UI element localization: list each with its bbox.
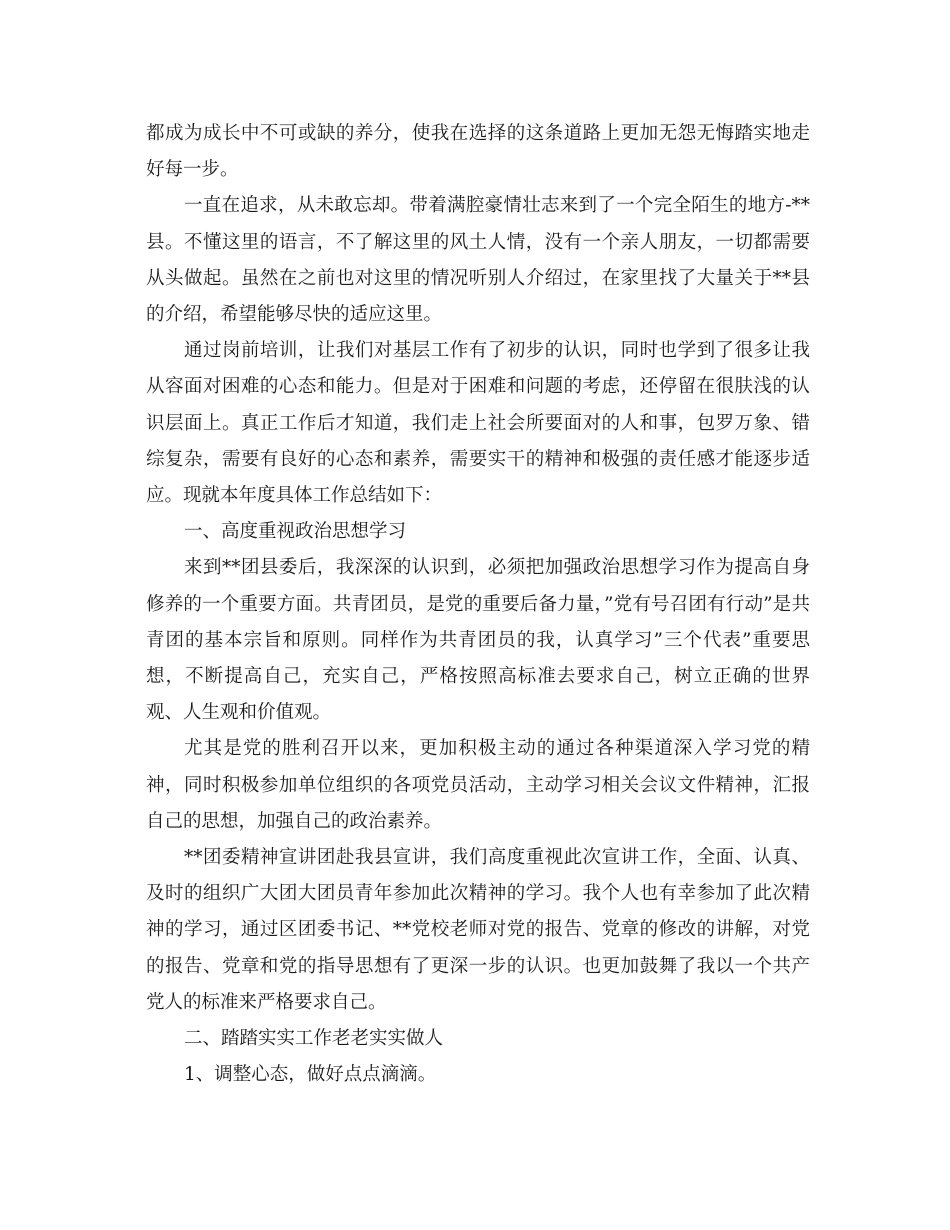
document-body — [146, 116, 810, 1093]
section-heading-political-study: 一、高度重视政治思想学习 — [184, 521, 407, 543]
paragraph-political-study: 来到**团县委后，我深深的认识到，必须把加强政治思想学习作为提高自身修养的一个重要方面。共青团员，是党的重要后备力量，”党有号召团有行动”是共青团的基本宗旨和原则。同样作为共青团员的我，认真学习”三个代表”重要思想，不断提高自己，充实自己，严格按照高标准去要求自己，树立正确的世界观、人生观和价值观。 — [146, 557, 810, 724]
paragraph-continuation: 都成为成长中不可或缺的养分，使我在选择的这条道路上更加无怨无悔踏实地走好每一步。 — [146, 123, 810, 181]
paragraph-arrival: 一直在追求，从未敢忘却。带着满腔豪情壮志来到了一个完全陌生的地方-**县。不懂这里的语言，不了解这里的风土人情，没有一个亲人朋友，一切都需要从头做起。虽然在之前也对这里的情况听别人介绍过，在家里找了大量关于**县的介绍，希望能够尽快的适应这里。 — [146, 195, 810, 326]
section-heading-work: 二、踏踏实实工作老老实实做人 — [184, 1028, 444, 1050]
subsection-heading-mindset: 1、调整心态，做好点点滴滴。 — [184, 1064, 437, 1086]
paragraph-lecture: **团委精神宣讲团赴我县宣讲，我们高度重视此次宣讲工作，全面、认真、及时的组织广大团大团员青年参加此次精神的学习。我个人也有幸参加了此次精神的学习，通过区团委书记、**党校老师对党的报告、党章的修改的讲解，对党的报告、党章和党的指导思想有了更深一步的认识。也更加鼓舞了我以一个共产党人的标准来严格要求自己。 — [146, 847, 810, 1013]
paragraph-party-activities: 尤其是党的胜利召开以来，更加积极主动的通过各种渠道深入学习党的精神，同时积极参加单位组织的各项党员活动，主动学习相关会议文件精神，汇报自己的思想，加强自己的政治素养。 — [146, 738, 810, 832]
paragraph-training: 通过岗前培训，让我们对基层工作有了初步的认识，同时也学到了很多让我从容面对困难的心态和能力。但是对于困难和问题的考虑，还停留在很肤浅的认识层面上。真正工作后才知道，我们走上社会所要面对的人和事，包罗万象、错综复杂，需要有良好的心态和素养，需要实干的精神和极强的责任感才能逐步适应。现就本年度具体工作总结如下： — [146, 340, 810, 507]
